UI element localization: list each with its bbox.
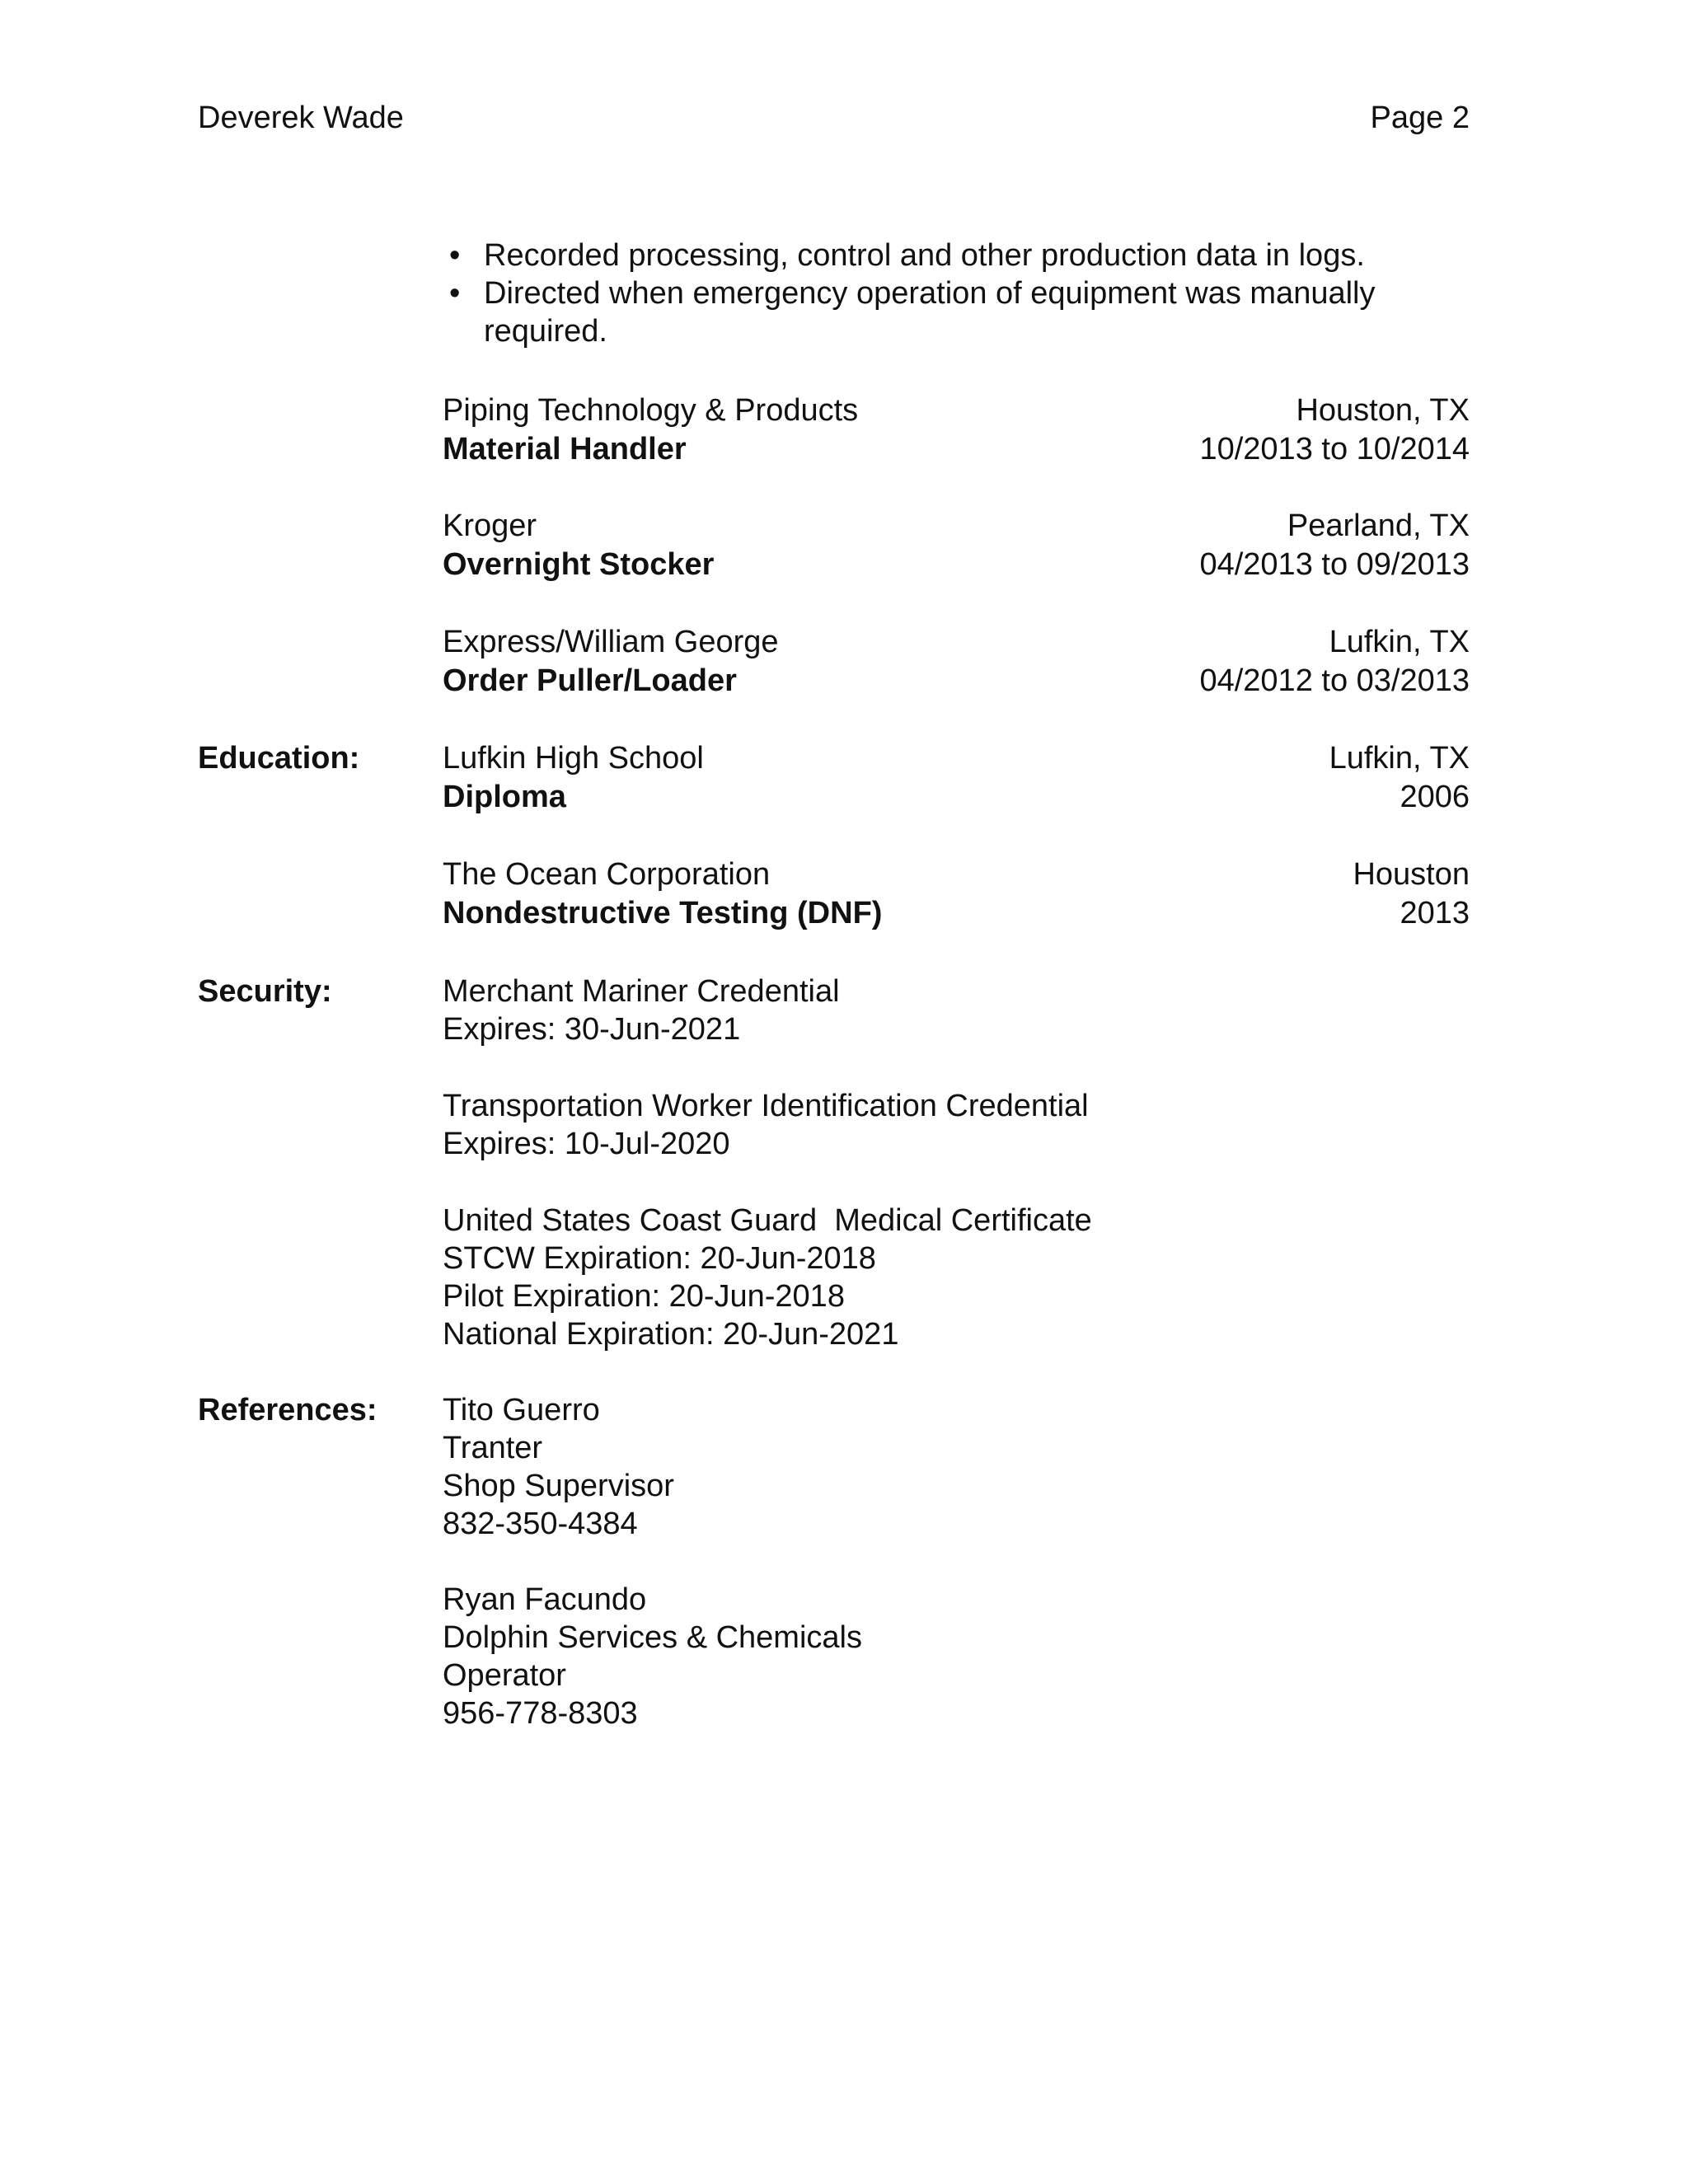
- company-name: Express/William George: [443, 625, 779, 659]
- reference-company: Tranter: [443, 1431, 543, 1465]
- credential-expiry: Expires: 10-Jul-2020: [443, 1127, 730, 1161]
- education-heading: Education:: [198, 741, 360, 776]
- credential-expiry: Pilot Expiration: 20-Jun-2018: [443, 1279, 845, 1314]
- credential-block: [443, 1202, 1470, 1353]
- reference-company: Dolphin Services & Chemicals: [443, 1620, 862, 1655]
- credential-expiry: Expires: 30-Jun-2021: [443, 1012, 741, 1047]
- bullet-icon: •: [449, 276, 461, 311]
- bullet-icon: •: [449, 238, 461, 273]
- credential-block: [443, 1087, 1470, 1163]
- credential-expiry: National Expiration: 20-Jun-2021: [443, 1317, 899, 1352]
- education-year: 2013: [1400, 896, 1470, 930]
- job-entry: [443, 507, 1470, 584]
- security-heading: Security:: [198, 974, 332, 1009]
- job-location: Lufkin, TX: [1329, 625, 1470, 659]
- reference-block: [443, 1581, 1470, 1732]
- job-dates: 04/2012 to 03/2013: [1199, 663, 1470, 698]
- degree: Diploma: [443, 780, 566, 814]
- education-year: 2006: [1400, 780, 1470, 814]
- duties-list: [443, 237, 1390, 350]
- job-location: Pearland, TX: [1287, 509, 1470, 543]
- job-dates: 04/2013 to 09/2013: [1199, 547, 1470, 582]
- company-name: Piping Technology & Products: [443, 393, 859, 428]
- reference-title: Operator: [443, 1658, 566, 1693]
- reference-block: [443, 1391, 1470, 1543]
- reference-phone: 956-778-8303: [443, 1696, 638, 1731]
- credential-name: United States Coast Guard Medical Certificate: [443, 1203, 1092, 1238]
- credential-expiry: STCW Expiration: 20-Jun-2018: [443, 1241, 876, 1276]
- header-name: Deverek Wade: [198, 101, 404, 135]
- degree: Nondestructive Testing (DNF): [443, 896, 883, 930]
- job-title: Material Handler: [443, 432, 687, 466]
- reference-name: Ryan Facundo: [443, 1582, 647, 1617]
- school-location: Lufkin, TX: [1329, 741, 1470, 776]
- credential-name: Transportation Worker Identification Credential: [443, 1089, 1089, 1123]
- education-entry: [443, 739, 1470, 817]
- company-name: Kroger: [443, 509, 537, 543]
- job-title: Order Puller/Loader: [443, 663, 737, 698]
- credential-name: Merchant Mariner Credential: [443, 974, 840, 1009]
- credential-block: [443, 972, 1470, 1048]
- job-title: Overnight Stocker: [443, 547, 715, 582]
- list-item: [443, 274, 1390, 350]
- job-entry: [443, 391, 1470, 469]
- job-location: Houston, TX: [1296, 393, 1470, 428]
- school-name: Lufkin High School: [443, 741, 704, 776]
- references-heading: References:: [198, 1393, 377, 1427]
- reference-name: Tito Guerro: [443, 1393, 600, 1427]
- list-item: [443, 237, 1390, 274]
- reference-title: Shop Supervisor: [443, 1469, 674, 1503]
- school-name: The Ocean Corporation: [443, 857, 771, 892]
- education-entry: [443, 855, 1470, 933]
- job-entry: [443, 623, 1470, 701]
- duty-text: Recorded processing, control and other production data in logs.: [484, 238, 1365, 273]
- duty-text: Directed when emergency operation of equipment was manually required.: [484, 276, 1376, 349]
- reference-phone: 832-350-4384: [443, 1507, 638, 1541]
- page-number: Page 2: [1370, 101, 1470, 135]
- school-location: Houston: [1353, 857, 1470, 892]
- job-dates: 10/2013 to 10/2014: [1199, 432, 1470, 466]
